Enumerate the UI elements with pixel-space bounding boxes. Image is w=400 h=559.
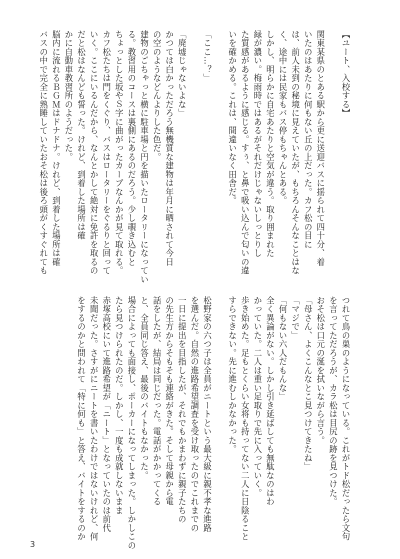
text-line: 緑が濃い。梅雨時ではあるがそれだけじゃないしっとりし [252,30,263,258]
text-line: 「母さん、よくこんなとこ見つけてきたね」 [303,296,314,471]
text-line: しかし、明らかに自宅あたりと空気が違う。取り囲まれた [265,30,276,258]
text-line: すらできない。先に進むしかなかった。 [227,296,238,454]
text-line: かつては白かっただろう無機質な建物は年月に晒されて今日 [164,30,175,267]
lower-text-block [44,296,352,550]
text-line: 全く異論がない。しかし引き延ばしても無駄なのはわ [265,296,276,506]
text-line: たら見つけられたのだ。しかし、一度も成就しないまま [114,296,125,515]
text-line: 関東某県のとある駅から更に送迎バスに揺られて四十分、着 [315,30,326,267]
text-line: は、前人未到の秘境に見えていたが、もちろんそんなことはな [290,30,301,275]
text-line [213,296,226,528]
text-line: 建物のごちゃっと横に駐車場と円を描いたロータリーになってい [139,30,150,284]
text-line: 赤塚高校にいて進路希望が「ニート」となっていたのは前代 [101,296,112,533]
text-line: だと松はなんども誓った。けれど、到着した場所は確 [76,30,87,240]
text-line: かっていた。二人は重い足取りで先に入っていく。 [252,296,263,498]
text-line: カフ松たちは門をくぐり、バスはロータリーをぐるりと回って [101,30,112,275]
text-line: 「ここ…？」 [202,30,213,83]
text-line: 松野家の六つ子は全員がニートという最大級に親不孝な進路 [202,296,213,533]
text-line: 歩き始めた。足もとくらい女将も持ってない二人に日陰ること [240,296,251,541]
text-line: の先生方からそもそも連絡がきた。そして母親から電 [164,296,175,506]
text-line: 場合によっても面接し、ポーカーになってしまった。しかしこの [126,296,137,550]
text-line: た質感があるように感じる。すぅ、と鼻で吸い込んで匂いの違 [240,30,251,275]
text-line: 脳内に流れるＢＧＭはドナドナ。けれど、到着した場所は確 [51,30,62,267]
text-line: バスの中で完全に熟睡していたおそ松は後ろ頭がくすぐれても [38,30,49,275]
text-line: 「廃墟じゃないよな」 [177,30,188,118]
text-line: いを確かめる。これは、間違いなく田舎だ。 [227,30,238,205]
text-line: 「マジで」 [290,296,301,340]
text-line: 話をしたが、結局は同じだった。電話がかかってくる [152,296,163,506]
text-line: いたのはあたりに何もない丘の上だった。カフ松の目に [303,30,314,249]
text-line [327,30,340,262]
text-line: 一日に提出を目指したが、それでもかまわずに親子たちの [177,296,188,524]
text-line: 【ユート、入校する】 [341,30,351,118]
text-line: をするのかと問われて「特に何も」と答え、バイトをするのか [76,296,87,541]
text-line: つれて鳥の巣のようになっている。これがトド松だったら文句 [341,296,351,541]
text-line: かに自動車教習所のようだった。 [63,30,74,162]
text-line: を選んだ。自然の進路希望調査を受け取ったのでこれまでの [189,296,200,533]
text-line: と、全員同じ答え、最後のバイトもなかった。 [139,296,150,480]
text-line: く、途中には民家もバス停もちゃんとある。 [278,30,289,205]
text-line [188,30,201,262]
text-line: を言ってただろうが、カラ松は目尻の跡を見つけた。 [328,296,339,506]
text-line: 未聞だった。さすがにニートを書いたわけではないけれど、何 [89,296,100,541]
text-line [213,30,226,262]
text-line: 「何もない六人だもんな」 [278,296,289,401]
text-line: ちょっとした坂やＳ字に曲がったカーブなんかが見て取れる。 [114,30,125,275]
page-number: 3 [30,540,36,549]
text-line: の空のようなどんよりした色だ。 [152,30,163,162]
upper-text-block [38,30,352,284]
text-line: る。教習用のコースは裏側にあるのだろう。少し覗き込むと [126,30,137,267]
text-line: おそ松は口元の涎を拭いながら言う。 [315,296,326,445]
text-line: いく。ここにいるんだから、なんとかして絶対に免許を取るの [89,30,100,275]
